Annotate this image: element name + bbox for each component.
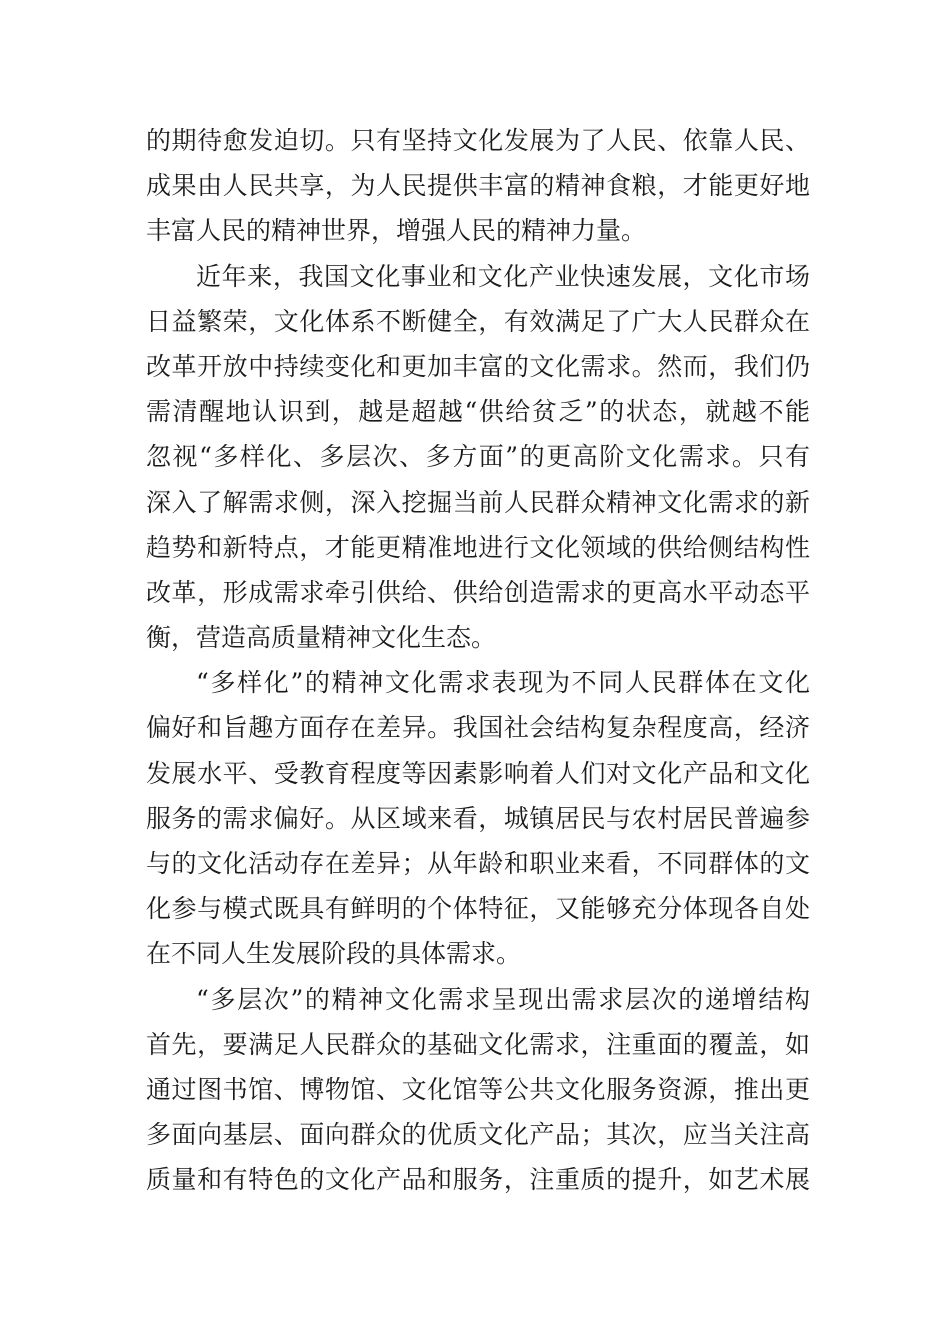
text-line: “多样化”的精神文化需求表现为不同人民群体在文化: [196, 668, 810, 698]
text-line: 与的文化活动存在差异；从年龄和职业来看，不同群体的文: [146, 849, 810, 878]
text-line: 忽视“多样化、多层次、多方面”的更高阶文化需求。只有: [146, 442, 810, 472]
text-line: 偏好和旨趣方面存在差异。我国社会结构复杂程度高，经济: [146, 713, 810, 743]
document-body: [146, 118, 810, 1203]
text-line: 需清醒地认识到，越是超越“供给贫乏”的状态，就越不能: [146, 397, 810, 427]
text-line: 质量和有特色的文化产品和服务，注重质的提升，如艺术展: [146, 1165, 810, 1195]
text-line: 丰富人民的精神世界，增强人民的精神力量。: [146, 216, 647, 246]
text-line: 首先，要满足人民群众的基础文化需求，注重面的覆盖，如: [146, 1029, 810, 1059]
text-line: 的期待愈发迫切。只有坚持文化发展为了人民、依靠人民、: [146, 126, 810, 155]
text-line: 改革，形成需求牵引供给、供给创造需求的更高水平动态平: [146, 577, 810, 607]
text-line: 深入了解需求侧，深入挖掘当前人民群众精神文化需求的新: [146, 487, 810, 517]
text-line: 日益繁荣，文化体系不断健全，有效满足了广大人民群众在: [146, 306, 810, 336]
text-line: 在不同人生发展阶段的具体需求。: [146, 939, 522, 969]
text-line: 趋势和新特点，才能更精准地进行文化领域的供给侧结构性: [146, 532, 810, 562]
text-line: 多面向基层、面向群众的优质文化产品；其次，应当关注高: [146, 1120, 810, 1150]
text-line: “多层次”的精神文化需求呈现出需求层次的递增结构: [196, 984, 810, 1014]
text-line: 化参与模式既具有鲜明的个体特征，又能够充分体现各自处: [146, 894, 810, 924]
text-line: 改革开放中持续变化和更加丰富的文化需求。然而，我们仍: [146, 351, 810, 381]
text-line: 衡，营造高质量精神文化生态。: [146, 623, 497, 653]
text-line: 通过图书馆、博物馆、文化馆等公共文化服务资源，推出更: [146, 1074, 810, 1104]
text-line: 服务的需求偏好。从区域来看，城镇居民与农村居民普遍参: [146, 803, 810, 833]
text-line: 成果由人民共享，为人民提供丰富的精神食粮，才能更好地: [146, 171, 810, 201]
text-line: 发展水平、受教育程度等因素影响着人们对文化产品和文化: [146, 758, 810, 788]
text-line: 近年来，我国文化事业和文化产业快速发展，文化市场: [196, 261, 810, 291]
